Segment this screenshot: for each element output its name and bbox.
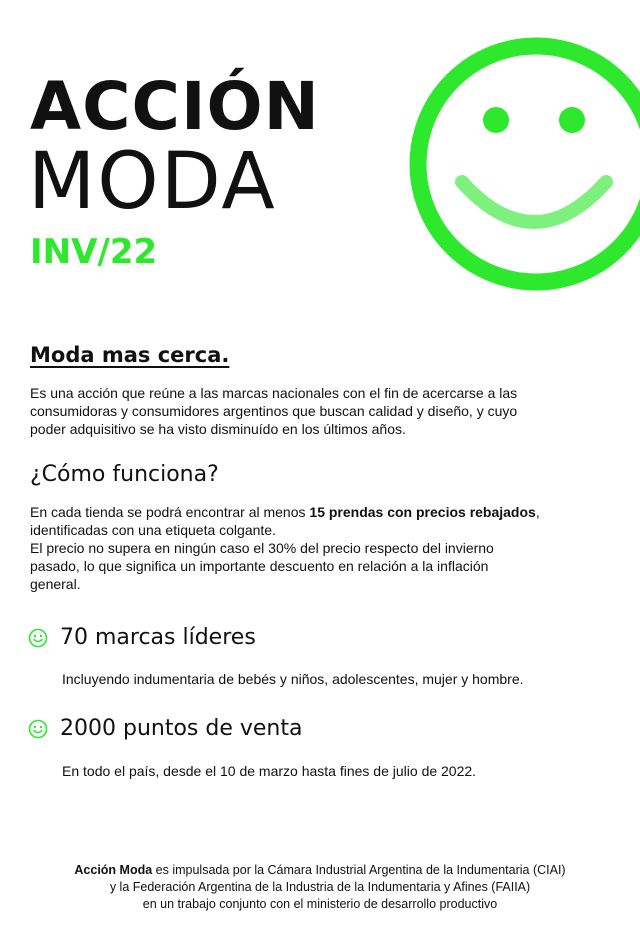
smiley-left-eye <box>483 107 509 133</box>
title-accion: ACCIÓN <box>30 68 320 145</box>
section-text-como-funciona <box>30 503 615 593</box>
footer-brand: Acción Moda <box>74 863 153 877</box>
footer-line <box>20 862 620 879</box>
feature-text-puntos-de-venta: En todo el país, desde el 10 de marzo hasta fines de julio de 2022. <box>62 763 477 779</box>
feature-title-marcas: 70 marcas líderes <box>60 625 256 650</box>
feature-text-marcas: Incluyendo indumentaria de bebés y niños, adolescentes, mujer y hombre. <box>62 671 524 687</box>
title-moda: MODA <box>28 137 277 227</box>
season-label: INV/22 <box>30 232 158 272</box>
section-title-moda-mas-cerca: Moda mas cerca. <box>30 343 230 367</box>
text-segment: , <box>535 504 540 520</box>
text-line: poder adquisitivo se ha visto disminuído en los últimos años. <box>30 421 406 437</box>
highlight-text: 15 prendas con precios rebajados <box>309 504 536 520</box>
text-segment: En cada tienda se podrá encontrar al menos <box>30 504 310 520</box>
text-line: Es una acción que reúne a las marcas nacionales con el fin de acercarse a las <box>30 385 518 401</box>
smiley-mouth <box>462 182 606 222</box>
text-line: general. <box>30 576 81 592</box>
smiley-bullet-icon <box>28 628 48 648</box>
text-line: consumidoras y consumidores argentinos que buscan calidad y diseño, y cuyo <box>30 403 518 419</box>
section-title-como-funciona: ¿Cómo funciona? <box>30 462 219 487</box>
section-text-moda-mas-cerca <box>30 384 610 438</box>
text-line <box>30 503 615 521</box>
footer-line: en un trabajo conjunto con el ministerio de desarrollo productivo <box>142 897 498 911</box>
smiley-bullet-icon <box>28 719 48 739</box>
text-line: pasado, lo que significa un importante descuento en relación a la inflación <box>30 558 489 574</box>
feature-title-puntos-de-venta: 2000 puntos de venta <box>60 716 303 741</box>
smiley-outline <box>418 46 640 282</box>
text-line: identificadas con una etiqueta colgante. <box>30 522 276 538</box>
footer-line: y la Federación Argentina de la Industria de la Indumentaria y Afines (FAIIA) <box>109 880 531 894</box>
text-line: El precio no supera en ningún caso el 30% del precio respecto del invierno <box>30 540 494 556</box>
smiley-right-eye <box>559 107 585 133</box>
footer-credits <box>20 862 620 913</box>
smiley-face-icon <box>406 32 640 296</box>
footer-text: es impulsada por la Cámara Industrial Argentina de la Indumentaria (CIAI) <box>152 863 566 877</box>
